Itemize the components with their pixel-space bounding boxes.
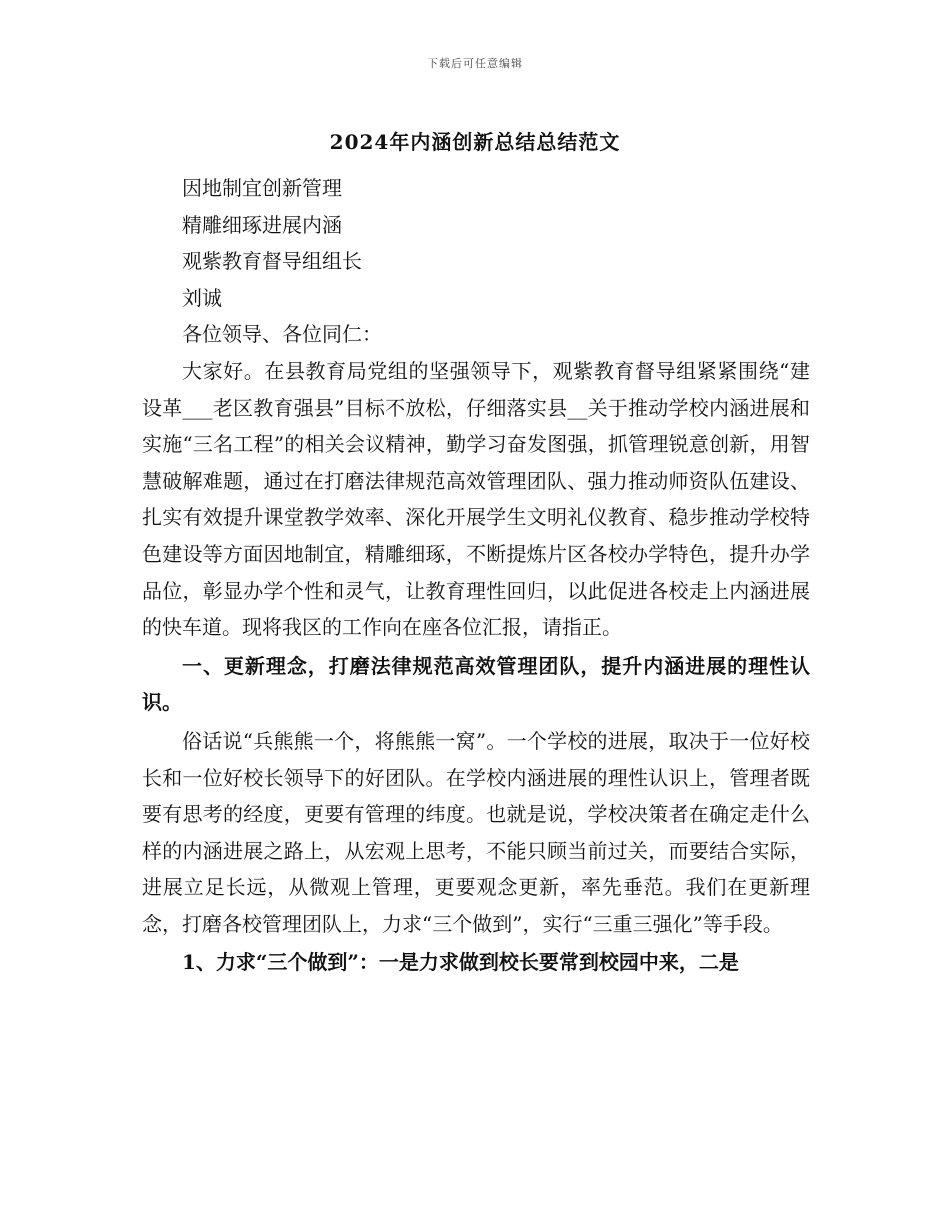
body-paragraph: 俗话说“兵熊熊一个，将熊熊一窝”。一个学校的进展，取决于一位好校长和一位好校长领导下的好团队。在学校内涵进展的理性认识上，管理者既要有思考的经度，更要有管理的纬度。也就是说，学校决策者在确定走什么样的内涵进展之路上，从宏观上思考，不能只顾当前过关，而要结合实际，进展立足长远，从微观上管理，更要观念更新，率先垂范。我们在更新理念，打磨各校管理团队上，力求“三个做到”，实行“三重三强化”等手段。 <box>142 728 810 936</box>
author-role-line: 观紫教育督导组组长 <box>182 249 362 274</box>
salutation-line: 各位领导、各位同仁： <box>182 322 382 347</box>
header-note: 下载后可任意编辑 <box>427 57 523 70</box>
section-heading: 一、更新理念，打磨法律规范高效管理团队，提升内涵进展的理性认识。 <box>142 653 810 715</box>
document-body <box>142 170 810 981</box>
subtitle-line: 精雕细琢进展内涵 <box>182 212 342 237</box>
subtitle-line: 因地制宜创新管理 <box>182 176 342 200</box>
document-title: 2024年内涵创新总结总结范文 <box>329 130 621 154</box>
author-name-line: 刘诚 <box>182 285 222 310</box>
body-paragraph: 大家好。在县教育局党组的坚强领导下，观紫教育督导组紧紧围绕“建设革___老区教育强县”目标不放松，仔细落实县__关于推动学校内涵进展和实施“三名工程”的相关会议精神，勤学习奋发图强，抓管理锐意创新，用智慧破解难题，通过在打磨法律规范高效管理团队、强力推动师资队伍建设、扎实有效提升课堂教学效率、深化开展学生文明礼仪教育、稳步推动学校特色建设等方面因地制宜，精雕细琢，不断提炼片区各校办学特色，提升办学品位，彰显办学个性和灵气，让教育理性回归，以此促进各校走上内涵进展的快车道。现将我区的工作向在座各位汇报，请指正。 <box>142 358 810 640</box>
subsection-heading: 1、力求“三个做到”：一是力求做到校长要常到校园中来，二是 <box>182 950 739 975</box>
